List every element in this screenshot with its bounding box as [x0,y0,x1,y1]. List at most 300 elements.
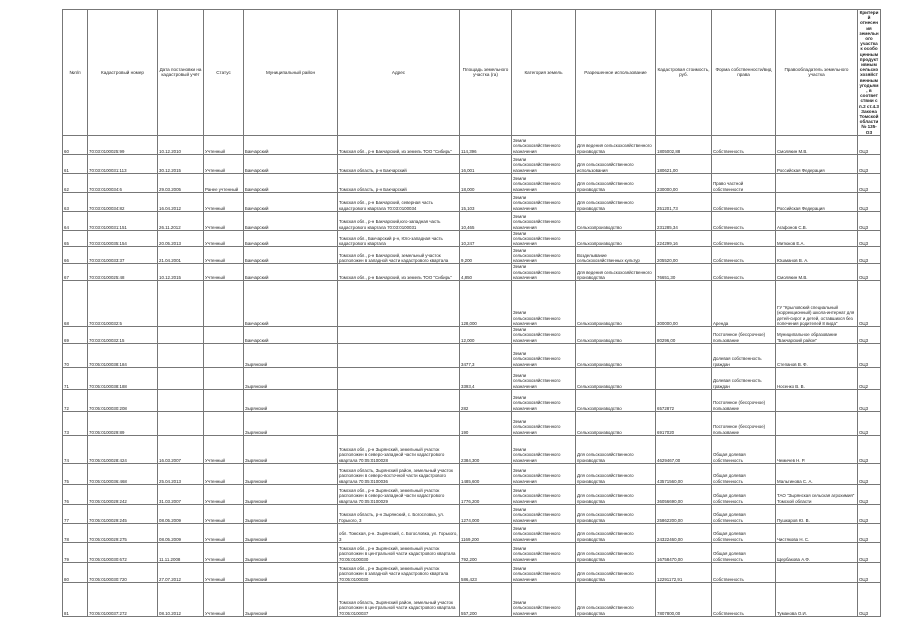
date-cell: 20.05.2013 [158,230,204,247]
criterion-cell: ОЦ3 [858,435,881,463]
criterion-cell: ОЦ3 [858,154,881,173]
cadastral-cell: 70:03:0100034:6 [88,173,158,192]
area-cell: 15,103 [460,192,512,211]
use-cell: Сельхозпроизводство [576,211,656,230]
category-cell: Земли сельскохозяйственного назначения [512,542,576,562]
municipal-cell: Зырянский [244,435,338,463]
cadastral-cell: 70:05:0100028:424 [88,435,158,463]
criterion-cell: ОЦ3 [858,264,881,281]
category-cell: Земли сельскохозяйственного назначения [512,135,576,154]
ownership-cell: Общая долевая собственность [712,463,776,484]
category-cell: Земли сельскохозяйственного назначения [512,504,576,523]
value-cell: 6917020 [656,411,712,435]
criterion-cell: ОЦ3 [858,230,881,247]
municipal-cell: Зырянский [244,504,338,523]
municipal-cell: Зырянский [244,343,338,367]
category-cell: Земли сельскохозяйственного назначения [512,247,576,264]
status-cell: Учтенный [204,211,244,230]
num-cell: 69 [63,327,88,344]
area-cell: 1485,600 [460,463,512,484]
criterion-cell: ОЦ3 [858,542,881,562]
table-row [63,281,881,327]
table-row [63,230,881,247]
cadastral-cell: 70:03:0100032:5 [88,281,158,327]
date-cell [158,281,204,327]
address-cell [338,281,460,327]
num-cell: 62 [63,173,88,192]
date-cell: 30.12.2015 [158,154,204,173]
value-cell: 4629467,00 [656,435,712,463]
category-cell: Земли сельскохозяйственного назначения [512,411,576,435]
status-cell: Учтенный [204,523,244,542]
area-cell: 3393,4 [460,367,512,389]
ownership-cell: Постоянное (бессрочное) пользование [712,327,776,344]
use-cell: Сельхозпроизводство [576,367,656,389]
header-category: Категория земель [512,10,576,136]
use-cell: Сельхозпроизводство [576,281,656,327]
holder-cell: Российская Федерация [776,192,858,211]
holder-cell: Туманова О.И. [776,582,858,616]
address-cell [338,411,460,435]
use-cell: Для ведения сельскохозяйственного производства [576,264,656,281]
header-holder: Правообладатель земельного участка [776,10,858,136]
num-cell: 67 [63,264,88,281]
cadastral-cell: 70:05:0100037:272 [88,582,158,616]
address-cell [338,327,460,344]
ownership-cell: Постоянное (бессрочное) пользование [712,389,776,411]
status-cell: Учтенный [204,230,244,247]
value-cell [656,367,712,389]
area-cell: 586,423 [460,562,512,582]
num-cell: 79 [63,542,88,562]
cadastral-cell: 70:03:0100025:48 [88,264,158,281]
cadastral-cell: 70:03:0100031:113 [88,154,158,173]
value-cell: 12291172,91 [656,562,712,582]
date-cell: 29.03.2005 [158,173,204,192]
holder-cell [776,389,858,411]
date-cell: 27.07.2012 [158,562,204,582]
use-cell: Для сельскохозяйственного производства [576,562,656,582]
holder-cell: Российская Федерация [776,154,858,173]
cadastral-cell: 70:05:0100029:89 [88,411,158,435]
value-cell: 36056690,00 [656,484,712,504]
value-cell: 251201,73 [656,192,712,211]
header-area: Площадь земельного участка (га) [460,10,512,136]
status-cell: Учтенный [204,154,244,173]
status-cell: Учтенный [204,484,244,504]
date-cell: 16.04.2012 [158,192,204,211]
holder-cell [776,173,858,192]
table-row [63,247,881,264]
ownership-cell: Общая долевая собственность [712,435,776,463]
municipal-cell: Бакчарский [244,154,338,173]
table-row [63,582,881,616]
num-cell: 80 [63,562,88,582]
value-cell: 76651,30 [656,264,712,281]
ownership-cell: Долевая собственность граждан [712,343,776,367]
holder-cell: Щербакова А.Ф. [776,542,858,562]
header-address: Адрес [338,10,460,136]
header-use: Разрешенное использование [576,10,656,136]
municipal-cell: Зырянский [244,542,338,562]
date-cell: 10.12.2015 [158,264,204,281]
municipal-cell: Бакчарский [244,192,338,211]
address-cell: Томская обл., р-н Бакчарский, из земель ТОО "Сибирь" [338,264,460,281]
date-cell: 16.03.2007 [158,435,204,463]
use-cell: Для сельскохозяйственного производства [576,173,656,192]
table-row [63,135,881,154]
use-cell: Для сельскохозяйственного производства [576,542,656,562]
holder-cell: Чемичев Н. Р. [776,435,858,463]
num-cell: 66 [63,247,88,264]
date-cell: 08.10.2012 [158,582,204,616]
cadastral-cell: 70:05:0100029:242 [88,484,158,504]
criterion-cell: ОЦ3 [858,582,881,616]
category-cell: Земли сельскохозяйственного назначения [512,484,576,504]
date-cell: 08.05.2009 [158,504,204,523]
date-cell: 21.04.2001 [158,247,204,264]
criterion-cell: ОЦ3 [858,192,881,211]
use-cell: Для ведения сельскохозяйственного производства [576,135,656,154]
municipal-cell: Бакчарский [244,135,338,154]
cadastral-cell: 70:05:0100029:275 [88,523,158,542]
category-cell: Земли сельскохозяйственного назначения [512,230,576,247]
area-cell: 114,396 [460,135,512,154]
date-cell: 11.11.2008 [158,542,204,562]
value-cell: 6572872 [656,389,712,411]
use-cell: Для сельскохозяйственного производства [576,582,656,616]
ownership-cell: Собственность [712,562,776,582]
use-cell: Для сельскохозяйственного производства [576,192,656,211]
area-cell: 2384,300 [460,435,512,463]
area-cell: 12,000 [460,327,512,344]
municipal-cell: Бакчарский [244,230,338,247]
category-cell: Земли сельскохозяйственного назначения [512,327,576,344]
holder-cell: Степанов В. Ф. [776,343,858,367]
cadastral-cell: 70:05:0100036:468 [88,463,158,484]
use-cell: Возделывание сельскохозяйственных культур [576,247,656,264]
ownership-cell: Собственность [712,582,776,616]
criterion-cell: ОЦ3 [858,484,881,504]
address-cell: Томская обл., р-н Бакчарский, земельный участок расположен в западной части кадастрового квартала [338,247,460,264]
holder-cell: Юшманов В. А. [776,247,858,264]
header-criterion: Критерий отнесения земельного участка к особо ценным продуктивным сельскохозяйственным угодьям, в соответствии с п.2 ст.4.3 Закона Томской области № 135-ОЗ [859,10,879,135]
municipal-cell: Бакчарский [244,173,338,192]
address-cell: Томская обл., р-н Бакчарский,юго-западная часть кадастрового квартала 70:03:0100031 [338,211,460,230]
category-cell: Земли сельскохозяйственного назначения [512,211,576,230]
cadastral-cell: 70:05:0100030:672 [88,542,158,562]
num-cell: 68 [63,281,88,327]
ownership-cell: Аренда [712,281,776,327]
status-cell: Учтенный [204,582,244,616]
table-row [63,211,881,230]
criterion-cell: ОЦ3 [858,411,881,435]
area-cell: 282 [460,389,512,411]
table-row [63,411,881,435]
date-cell [158,343,204,367]
area-cell: 10,247 [460,230,512,247]
criterion-cell: ОЦ3 [858,327,881,344]
value-cell: 300000,00 [656,281,712,327]
holder-cell: ГУ "Крыловский специальный (коррекционный) школа-интернат для детей-сирот и детей, оставшихся без попечения родителей 8 вида" [776,281,858,327]
num-cell: 70 [63,343,88,367]
num-cell: 65 [63,230,88,247]
value-cell: 230000,00 [656,173,712,192]
holder-cell: Митюков Е.А. [776,230,858,247]
municipal-cell: Бакчарский [244,247,338,264]
address-cell: Томская обл., р-н Бакчарский, из земель ТОО "Сибирь" [338,135,460,154]
table-row [63,435,881,463]
holder-cell: Смолякин М.В. [776,264,858,281]
date-cell: 25.04.2013 [158,463,204,484]
category-cell: Земли сельскохозяйственного назначения [512,523,576,542]
value-cell: 16758470,00 [656,542,712,562]
status-cell: Ранее учтенный [204,173,244,192]
criterion-cell: ОЦ3 [858,281,881,327]
criterion-cell: ОЦ2 [858,367,881,389]
table-row [63,389,881,411]
holder-cell: ТАО "Зырянская сельская агрохимия" Томской области [776,484,858,504]
header-status: Статус [204,10,244,136]
cadastral-cell: 70:03:0100035:154 [88,230,158,247]
num-cell: 76 [63,484,88,504]
status-cell [204,389,244,411]
municipal-cell: Зырянский [244,562,338,582]
address-cell: Томская область, р-н Бакчарский [338,173,460,192]
use-cell: Для сельскохозяйственного производства [576,523,656,542]
value-cell: 180621,00 [656,154,712,173]
criterion-cell: ОЦ3 [858,523,881,542]
table-row [63,173,881,192]
header-municipal: Муниципальный район [244,10,338,136]
status-cell: Учтенный [204,463,244,484]
category-cell: Земли сельскохозяйственного назначения [512,463,576,484]
table-row [63,154,881,173]
use-cell: Для сельскохозяйственного производства [576,463,656,484]
use-cell: Для сельскохозяйственного производства [576,484,656,504]
holder-cell: Чистякова Н. С. [776,523,858,542]
status-cell [204,411,244,435]
municipal-cell: Зырянский [244,484,338,504]
holder-cell [776,562,858,582]
cadastral-cell: 70:05:0100030:208 [88,389,158,411]
holder-cell: Муниципальное образование "Бакчарский район" [776,327,858,344]
ownership-cell: Общая долевая собственность [712,523,776,542]
num-cell: 73 [63,411,88,435]
num-cell: 78 [63,523,88,542]
area-cell: 4,850 [460,264,512,281]
category-cell: Земли сельскохозяйственного назначения [512,264,576,281]
area-cell: 3477,3 [460,343,512,367]
municipal-cell: Бакчарский [244,327,338,344]
category-cell: Земли сельскохозяйственного назначения [512,562,576,582]
criterion-cell: ОЦ3 [858,135,881,154]
status-cell: Учтенный [204,504,244,523]
status-cell: Учтенный [204,192,244,211]
category-cell: Земли сельскохозяйственного назначения [512,435,576,463]
area-cell: 18,000 [460,173,512,192]
holder-cell [776,411,858,435]
area-cell: 10,465 [460,211,512,230]
criterion-cell: ОЦ3 [858,504,881,523]
address-cell: Томская обл., р-н Зырянский, земельный участок расположен в центральной части кадастрового квартала 70:05:0100030 [338,542,460,562]
cadastral-cell: 70:03:0100032:15 [88,327,158,344]
ownership-cell: Общая долевая собственность [712,484,776,504]
area-cell: 1274,000 [460,504,512,523]
criterion-cell: ОЦ3 [858,173,881,192]
use-cell: Сельхозпроизводство [576,411,656,435]
municipal-cell: Бакчарский [244,211,338,230]
ownership-cell: Собственность [712,211,776,230]
holder-cell: Пушкаров Ю. В. [776,504,858,523]
status-cell: Учтенный [204,435,244,463]
date-cell [158,411,204,435]
area-cell: 1169,200 [460,523,512,542]
address-cell: Томская обл., р-н Зырянский, земельный участок расположен в западной части кадастрового квартала 70:05:0100030 [338,562,460,582]
address-cell: Томская обл., р-н Бакчарский, северная часть кадастрового квартала 70:03:0100034 [338,192,460,211]
header-ownership: Форма собственности/вид права [712,10,776,136]
category-cell: Земли сельскохозяйственного назначения [512,281,576,327]
land-registry-table [62,9,881,617]
address-cell: Томская область, Зырянский район, земельный участок расположен в северо-восточной части кадастрового квартала 70:05:0100036 [338,463,460,484]
municipal-cell: Зырянский [244,463,338,484]
table-row [63,327,881,344]
ownership-cell: Собственность [712,192,776,211]
area-cell: 1776,200 [460,484,512,504]
category-cell: Земли сельскохозяйственного назначения [512,582,576,616]
area-cell: 557,200 [460,582,512,616]
table-row [63,542,881,562]
municipal-cell: Бакчарский [244,281,338,327]
table-row [63,523,881,542]
address-cell: Томская область, р-н Бакчарский [338,154,460,173]
cadastral-cell: 70:03:0100025:99 [88,135,158,154]
date-cell: 31.03.2007 [158,484,204,504]
ownership-cell: Постоянное (бессрочное) пользование [712,411,776,435]
num-cell: 75 [63,463,88,484]
header-row [63,10,881,136]
ownership-cell: Долевая собственность граждан [712,367,776,389]
date-cell [158,367,204,389]
category-cell: Земли сельскохозяйственного назначения [512,154,576,173]
criterion-cell: ОЦ3 [858,211,881,230]
ownership-cell [712,154,776,173]
date-cell [158,327,204,344]
status-cell: Учтенный [204,264,244,281]
status-cell [204,327,244,344]
use-cell: Сельхозпроизводство [576,327,656,344]
ownership-cell: Собственность [712,264,776,281]
municipal-cell: Зырянский [244,367,338,389]
address-cell: Томская область, р-н Зырянский, с. Богословка, ул. Горького, 3 [338,504,460,523]
category-cell: Земли сельскохозяйственного назначения [512,173,576,192]
header-value: Кадастровая стоимость, руб. [656,10,712,136]
use-cell: Для сельскохозяйственного использования [576,154,656,173]
table-row [63,504,881,523]
num-cell: 81 [63,582,88,616]
address-cell: Томская обл., р-н Зырянский, земельный участок расположен в северо-западной части кадастрового квартала 70:05:0100029 [338,484,460,504]
ownership-cell: Собственность [712,135,776,154]
num-cell: 72 [63,389,88,411]
value-cell: 231285,34 [656,211,712,230]
area-cell: 792,200 [460,542,512,562]
num-cell: 63 [63,192,88,211]
criterion-cell: ОЦ3 [858,463,881,484]
table-row [63,562,881,582]
num-cell: 60 [63,135,88,154]
value-cell [656,343,712,367]
table-body [63,135,881,616]
value-cell: 80296,00 [656,327,712,344]
value-cell: 224299,16 [656,230,712,247]
header-date: Дата постановки на кадастровый учёт [158,10,204,136]
holder-cell: Агафонов С.В. [776,211,858,230]
municipal-cell: Зырянский [244,389,338,411]
use-cell: Сельхозпроизводство [576,389,656,411]
table-row [63,264,881,281]
use-cell: Для сельскохозяйственного производства [576,435,656,463]
municipal-cell: Зырянский [244,582,338,616]
value-cell: 43571560,00 [656,463,712,484]
area-cell: 9,200 [460,247,512,264]
holder-cell: Мальгинова С. А. [776,463,858,484]
date-cell: 26.11.2012 [158,211,204,230]
cadastral-cell: 70:05:0100038:188 [88,367,158,389]
category-cell: Земли сельскохозяйственного назначения [512,343,576,367]
status-cell: Учтенный [204,562,244,582]
municipal-cell: Зырянский [244,523,338,542]
criterion-cell: ОЦ3 [858,247,881,264]
address-cell: Томская область, Зырянский район, земельный участок расположен в центральной части кадастрового квартала 70:05:0100037 [338,582,460,616]
status-cell: Учтенный [204,542,244,562]
table-row [63,192,881,211]
use-cell: Для сельскохозяйственного производства [576,504,656,523]
num-cell: 74 [63,435,88,463]
value-cell: 7807800,00 [656,582,712,616]
use-cell: Сельхозпроизводство [576,230,656,247]
num-cell: 61 [63,154,88,173]
area-cell: 16,001 [460,154,512,173]
date-cell: 08.05.2009 [158,523,204,542]
holder-cell: Смолякин М.В. [776,135,858,154]
value-cell: 25862200,00 [656,504,712,523]
date-cell [158,389,204,411]
num-cell: 71 [63,367,88,389]
address-cell: Томская обл., Бакчарский р-н, Юго-западная часть кадастрового квартала [338,230,460,247]
ownership-cell: Общая долевая собственность [712,542,776,562]
date-cell: 10.12.2010 [158,135,204,154]
cadastral-cell: 70:03:0100031:151 [88,211,158,230]
cadastral-cell: 70:05:0100038:184 [88,343,158,367]
status-cell: Учтенный [204,247,244,264]
table-row [63,367,881,389]
ownership-cell: Собственность [712,230,776,247]
category-cell: Земли сельскохозяйственного назначения [512,367,576,389]
address-cell [338,343,460,367]
value-cell: 205520,00 [656,247,712,264]
category-cell: Земли сельскохозяйственного назначения [512,389,576,411]
criterion-cell: ОЦ3 [858,389,881,411]
status-cell [204,343,244,367]
status-cell [204,367,244,389]
address-cell [338,367,460,389]
status-cell [204,281,244,327]
holder-cell: Носенко В. В. [776,367,858,389]
criterion-cell: ОЦ3 [858,562,881,582]
ownership-cell: Собственность [712,247,776,264]
status-cell: Учтенный [204,135,244,154]
ownership-cell: Общая долевая собственность [712,504,776,523]
